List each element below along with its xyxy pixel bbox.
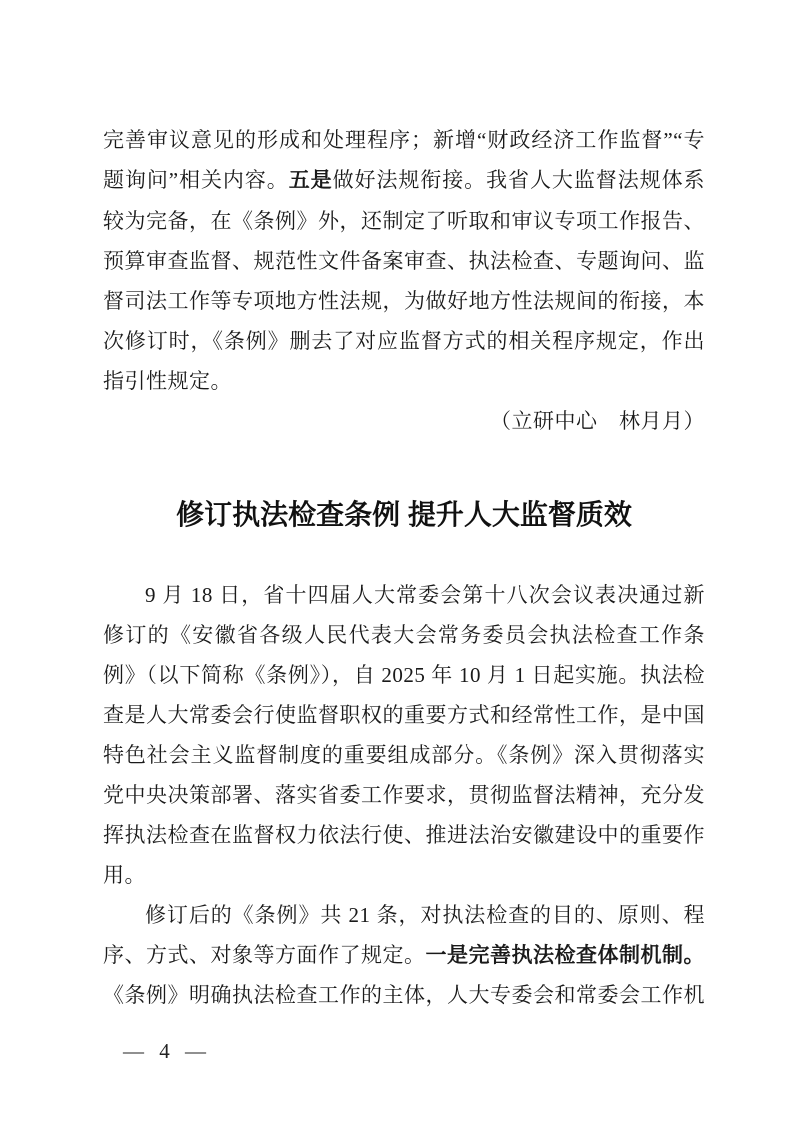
text-segment: 9 月 18 日，省十四届人大常委会第十八次会议表决通过新修订的《安徽省各级人民代表大会常务委员会执法检查工作条例》（以下简称《条例》），自 2025 年 10 月 1 日起实施。执法检查是人大常委会行使监督职权的重要方式和经常性工作，是中国特色社会主义监督制度的重要组成部分。《条例》深入贯彻落实党中央决策部署、落实省委工作要求，贯彻监督法精神，充分发挥执法检查在监督权力依法行使、推进法治安徽建设中的重要作用。: [103, 583, 705, 887]
article-paragraph: [103, 895, 705, 1015]
text-segment: 修订后的《条例》共 21 条，对执法检查的目的、原则、程序、方式、对象等方面作了规定。: [103, 903, 705, 967]
text-segment-emphasis: 一是完善执法检查体制机制。: [425, 943, 705, 967]
text-segment: 完善审议意见的形成和处理程序；新增“财政经济工作监督”“专题询问”相关内容。: [103, 128, 705, 192]
article-paragraph: [103, 575, 705, 895]
continuation-paragraph: [103, 120, 705, 401]
text-segment: 《条例》明确执法检查工作的主体，人大专委会和常委会工作机: [103, 983, 705, 1007]
byline: （立研中心 林月月）: [490, 409, 705, 433]
text-segment-emphasis: 五是: [288, 169, 333, 192]
page-number: — 4 —: [123, 1039, 211, 1063]
text-segment: 做好法规衔接。我省人大监督法规体系较为完备，在《条例》外，还制定了听取和审议专项工作报告、预算审查监督、规范性文件备案审查、执法检查、专题询问、监督司法工作等专项地方性法规，为做好地方性法规间的衔接，本次修订时，《条例》删去了对应监督方式的相关程序规定，作出指引性规定。: [103, 168, 706, 393]
article-title: 修订执法检查条例 提升人大监督质效: [176, 499, 632, 530]
